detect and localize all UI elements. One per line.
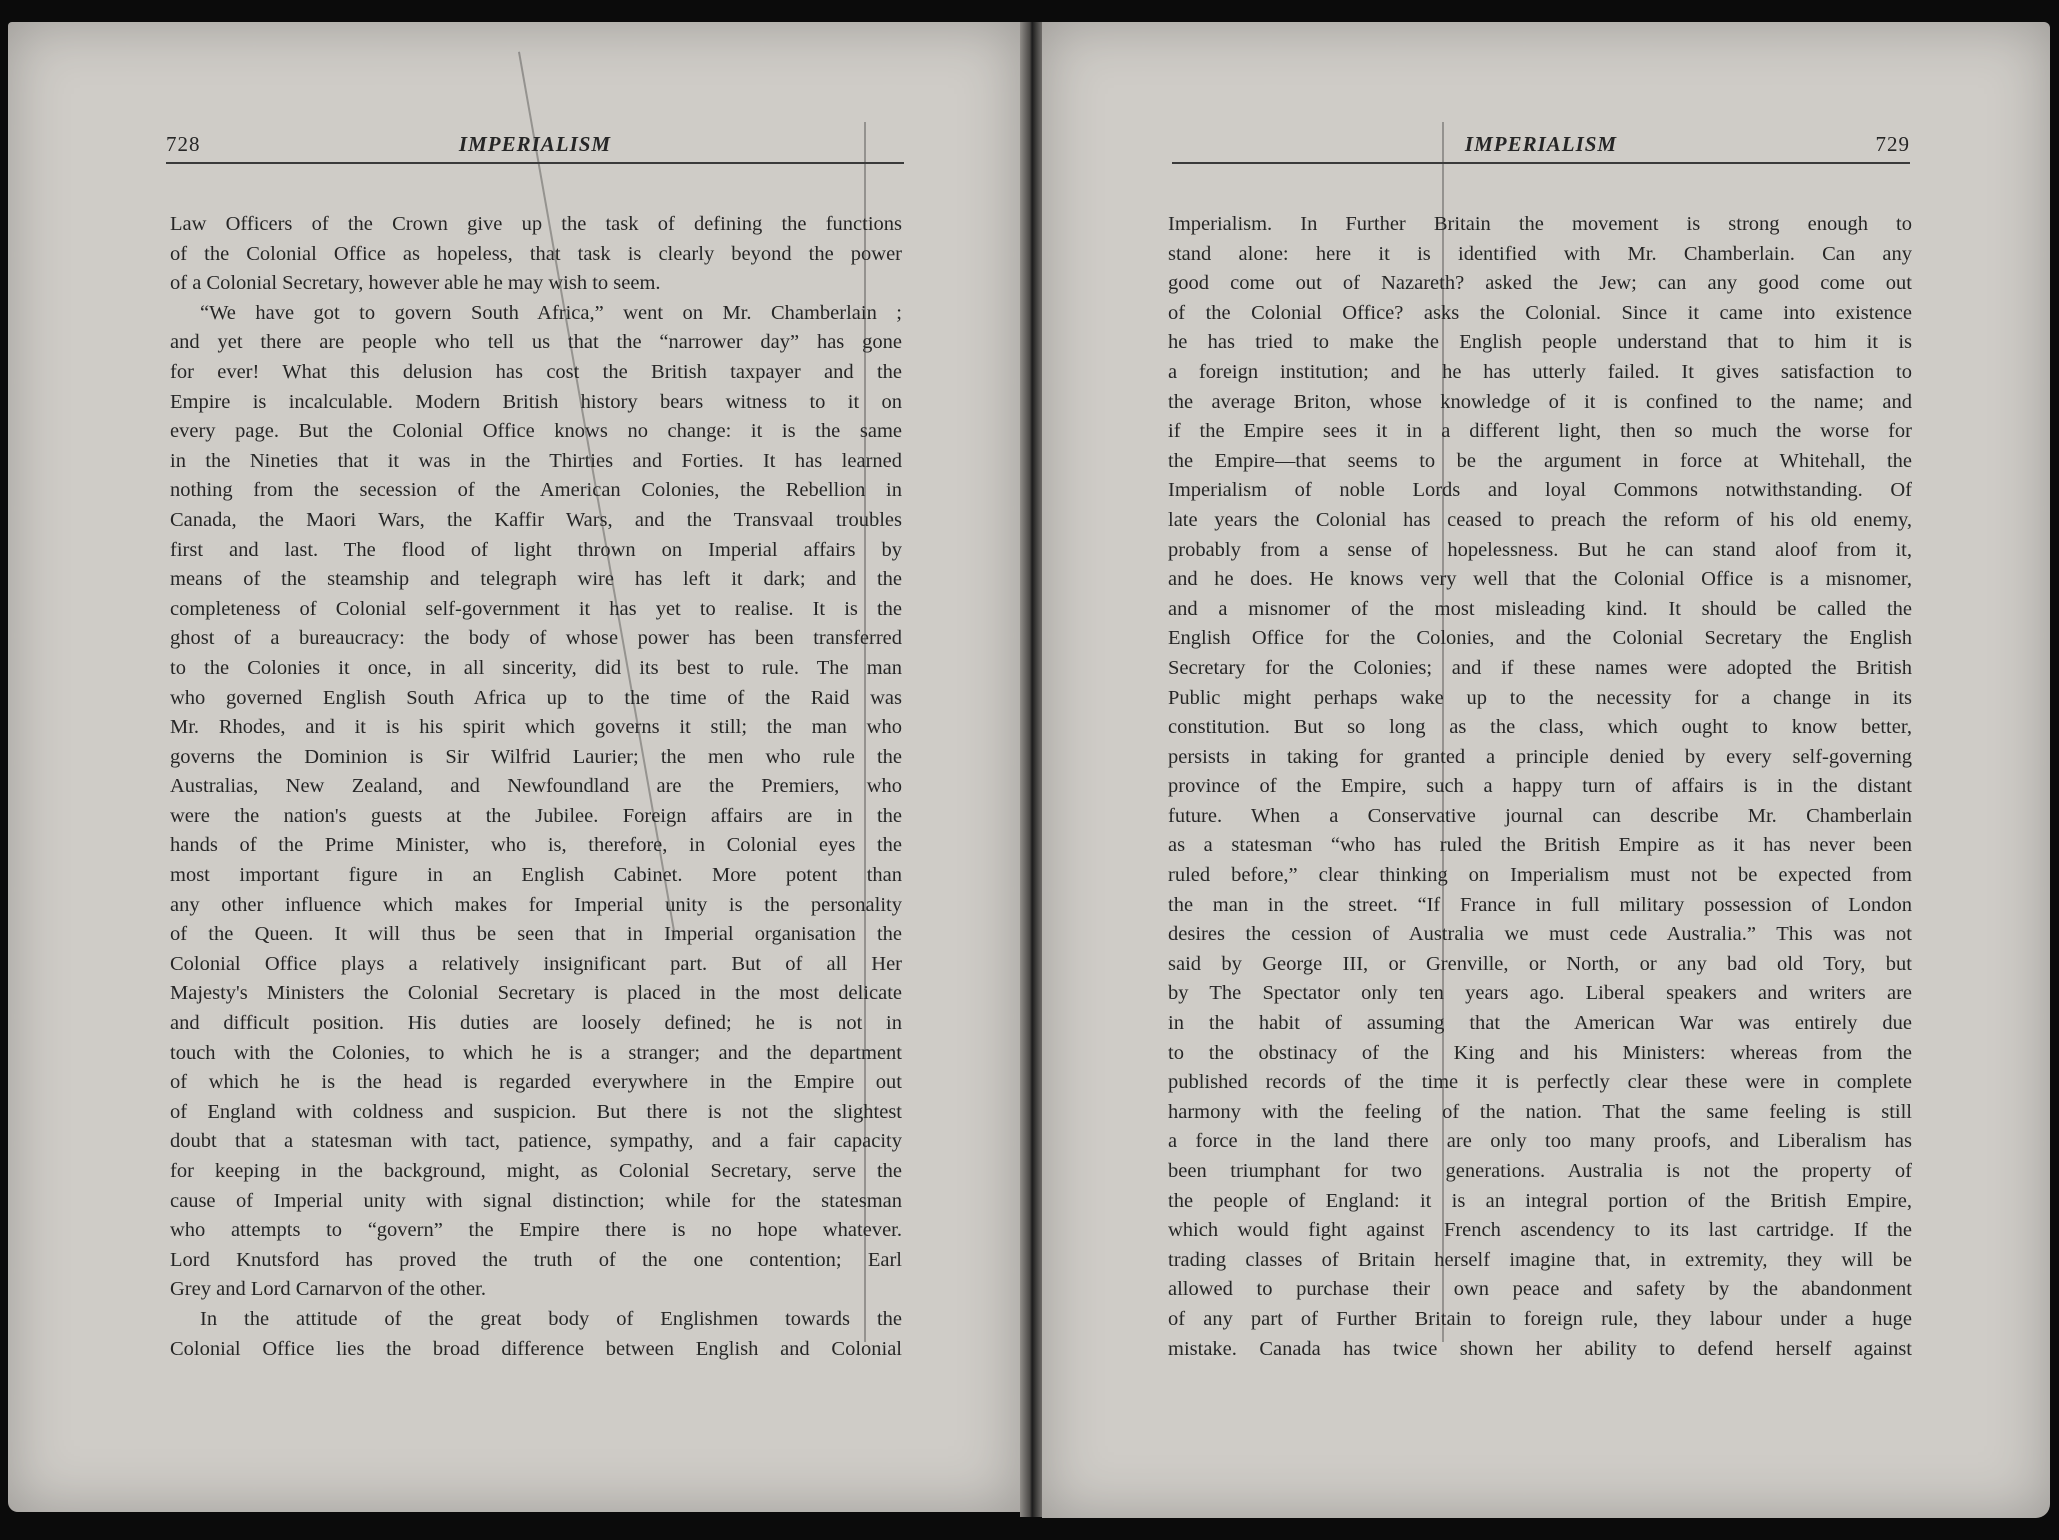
- text-line: completeness of Colonial self-government it has yet to realise. It is the: [170, 597, 902, 620]
- text-line: Empire is incalculable. Modern British history bears witness to it on: [170, 390, 902, 413]
- text-line: and yet there are people who tell us that the “narrower day” has gone: [170, 331, 902, 354]
- book-gutter: [1020, 22, 1042, 1517]
- text-line: the Empire—that seems to be the argument in force at Whitehall, the: [1168, 449, 1912, 472]
- text-line: were the nation's guests at the Jubilee. Foreign affairs are in the: [170, 804, 902, 827]
- text-line: stand alone: here it is identified with Mr. Chamberlain. Can any: [1168, 242, 1912, 265]
- text-line: In the attitude of the great body of Englishmen towards the: [200, 1307, 902, 1330]
- text-line: first and last. The flood of light thrown on Imperial affairs by: [170, 538, 902, 561]
- right-running-head: [1172, 132, 1910, 172]
- text-line: touch with the Colonies, to which he is a stranger; and the department: [170, 1041, 902, 1064]
- text-line: persists in taking for granted a principle denied by every self-governing: [1168, 745, 1912, 768]
- text-line: means of the steamship and telegraph wire has left it dark; and the: [170, 568, 902, 591]
- text-line: Mr. Rhodes, and it is his spirit which governs it still; the man who: [170, 716, 902, 739]
- text-line: for keeping in the background, might, as Colonial Secretary, serve the: [170, 1160, 902, 1182]
- text-line: for ever! What this delusion has cost the British taxpayer and the: [170, 360, 902, 383]
- text-line: Colonial Office plays a relatively insignificant part. But of all Her: [170, 952, 902, 975]
- text-line: been triumphant for two generations. Australia is not the property of: [1168, 1160, 1912, 1182]
- text-line: said by George III, or Grenville, or North, or any bad old Tory, but: [1168, 952, 1912, 975]
- text-line: of a Colonial Secretary, however able he may wish to seem.: [170, 272, 661, 295]
- text-line: of England with coldness and suspicion. But there is not the slightest: [170, 1100, 902, 1123]
- text-line: which would fight against French ascendency to its last cartridge. If the: [1168, 1219, 1912, 1242]
- right-running-head-title: IMPERIALISM: [1464, 132, 1618, 156]
- text-line: published records of the time it is perfectly clear these were in complete: [1168, 1071, 1912, 1094]
- right-page: [1042, 22, 2050, 1518]
- text-line: the man in the street. “If France in full military possession of London: [1168, 893, 1912, 916]
- text-line: Grey and Lord Carnarvon of the other.: [170, 1278, 486, 1301]
- left-running-head-title: IMPERIALISM: [458, 132, 612, 156]
- text-line: and a misnomer of the most misleading kind. It should be called the: [1168, 597, 1912, 620]
- text-line: Law Officers of the Crown give up the task of defining the functions: [170, 213, 902, 235]
- text-line: ghost of a bureaucracy: the body of whose power has been transferred: [170, 627, 902, 650]
- text-line: the average Briton, whose knowledge of it is confined to the name; and: [1168, 390, 1912, 413]
- text-line: who attempts to “govern” the Empire there is no hope whatever.: [170, 1219, 902, 1242]
- text-line: desires the cession of Australia we must cede Australia.” This was not: [1168, 923, 1912, 946]
- text-line: most important figure in an English Cabinet. More potent than: [170, 864, 902, 887]
- text-line: governs the Dominion is Sir Wilfrid Laurier; the men who rule the: [170, 745, 902, 768]
- right-page-number: 729: [1875, 132, 1910, 156]
- text-line: and difficult position. His duties are loosely defined; he is not in: [170, 1012, 902, 1035]
- text-line: Canada, the Maori Wars, the Kaffir Wars, and the Transvaal troubles: [170, 508, 902, 531]
- text-line: Public might perhaps wake up to the necessity for a change in its: [1168, 686, 1912, 709]
- text-line: cause of Imperial unity with signal distinction; while for the statesman: [170, 1189, 902, 1212]
- left-running-head: [166, 132, 904, 172]
- text-line: constitution. But so long as the class, which ought to know better,: [1168, 716, 1912, 739]
- text-line: province of the Empire, such a happy turn of affairs is in the distant: [1168, 775, 1912, 798]
- text-line: Australias, New Zealand, and Newfoundland are the Premiers, who: [170, 775, 902, 798]
- text-line: in the Nineties that it was in the Thirties and Forties. It has learned: [170, 449, 902, 472]
- text-line: Colonial Office lies the broad difference between English and Colonial: [170, 1337, 902, 1360]
- text-line: allowed to purchase their own peace and safety by the abandonment: [1168, 1278, 1912, 1301]
- left-head-rule: [166, 162, 904, 164]
- text-line: to the Colonies it once, in all sincerity, did its best to rule. The man: [170, 656, 902, 679]
- text-line: of the Queen. It will thus be seen that in Imperial organisation the: [170, 923, 902, 946]
- text-line: who governed English South Africa up to the time of the Raid was: [170, 686, 902, 709]
- text-line: doubt that a statesman with tact, patience, sympathy, and a fair capacity: [170, 1130, 902, 1153]
- right-body-text: [1168, 210, 1912, 1364]
- text-line: as a statesman “who has ruled the British Empire as it has never been: [1168, 834, 1912, 857]
- text-line: harmony with the feeling of the nation. That the same feeling is still: [1168, 1100, 1912, 1123]
- left-page: [8, 22, 1020, 1512]
- left-page-number: 728: [166, 132, 201, 156]
- text-line: every page. But the Colonial Office knows no change: it is the same: [170, 420, 902, 443]
- text-line: the people of England: it is an integral portion of the British Empire,: [1168, 1189, 1912, 1212]
- text-line: Lord Knutsford has proved the truth of the one contention; Earl: [170, 1248, 902, 1271]
- text-line: “We have got to govern South Africa,” went on Mr. Chamberlain ;: [200, 301, 902, 324]
- left-body-text: [170, 210, 902, 1364]
- text-line: probably from a sense of hopelessness. But he can stand aloof from it,: [1168, 538, 1912, 561]
- text-line: Imperialism. In Further Britain the movement is strong enough to: [1168, 213, 1912, 235]
- text-line: of the Colonial Office? asks the Colonial. Since it came into existence: [1168, 301, 1912, 324]
- text-line: he has tried to make the English people understand that to him it is: [1168, 331, 1912, 354]
- text-line: Imperialism of noble Lords and loyal Commons notwithstanding. Of: [1168, 479, 1912, 502]
- text-line: to the obstinacy of the King and his Ministers: whereas from the: [1168, 1041, 1912, 1064]
- right-head-rule: [1172, 162, 1910, 164]
- text-line: and he does. He knows very well that the Colonial Office is a misnomer,: [1168, 568, 1912, 591]
- text-line: a foreign institution; and he has utterly failed. It gives satisfaction to: [1168, 360, 1912, 383]
- text-line: trading classes of Britain herself imagine that, in extremity, they will be: [1168, 1248, 1912, 1271]
- text-line: good come out of Nazareth? asked the Jew; can any good come out: [1168, 272, 1912, 295]
- text-line: nothing from the secession of the American Colonies, the Rebellion in: [170, 479, 902, 502]
- text-line: late years the Colonial has ceased to preach the reform of his old enemy,: [1168, 508, 1912, 531]
- text-line: hands of the Prime Minister, who is, therefore, in Colonial eyes the: [170, 834, 902, 857]
- text-line: a force in the land there are only too many proofs, and Liberalism has: [1168, 1130, 1912, 1153]
- text-line: future. When a Conservative journal can describe Mr. Chamberlain: [1168, 804, 1912, 827]
- text-line: by The Spectator only ten years ago. Liberal speakers and writers are: [1168, 982, 1912, 1005]
- text-line: of any part of Further Britain to foreign rule, they labour under a huge: [1168, 1307, 1912, 1330]
- text-line: English Office for the Colonies, and the Colonial Secretary the English: [1168, 627, 1912, 650]
- text-line: in the habit of assuming that the American War was entirely due: [1168, 1012, 1912, 1035]
- text-line: of the Colonial Office as hopeless, that task is clearly beyond the power: [170, 242, 902, 265]
- text-line: any other influence which makes for Imperial unity is the personality: [170, 893, 902, 916]
- text-line: Majesty's Ministers the Colonial Secretary is placed in the most delicate: [170, 982, 902, 1005]
- text-line: mistake. Canada has twice shown her ability to defend herself against: [1168, 1337, 1912, 1360]
- text-line: Secretary for the Colonies; and if these names were adopted the British: [1168, 656, 1912, 679]
- text-line: if the Empire sees it in a different light, then so much the worse for: [1168, 420, 1912, 443]
- text-line: of which he is the head is regarded everywhere in the Empire out: [170, 1071, 902, 1094]
- text-line: ruled before,” clear thinking on Imperialism must not be expected from: [1168, 864, 1912, 887]
